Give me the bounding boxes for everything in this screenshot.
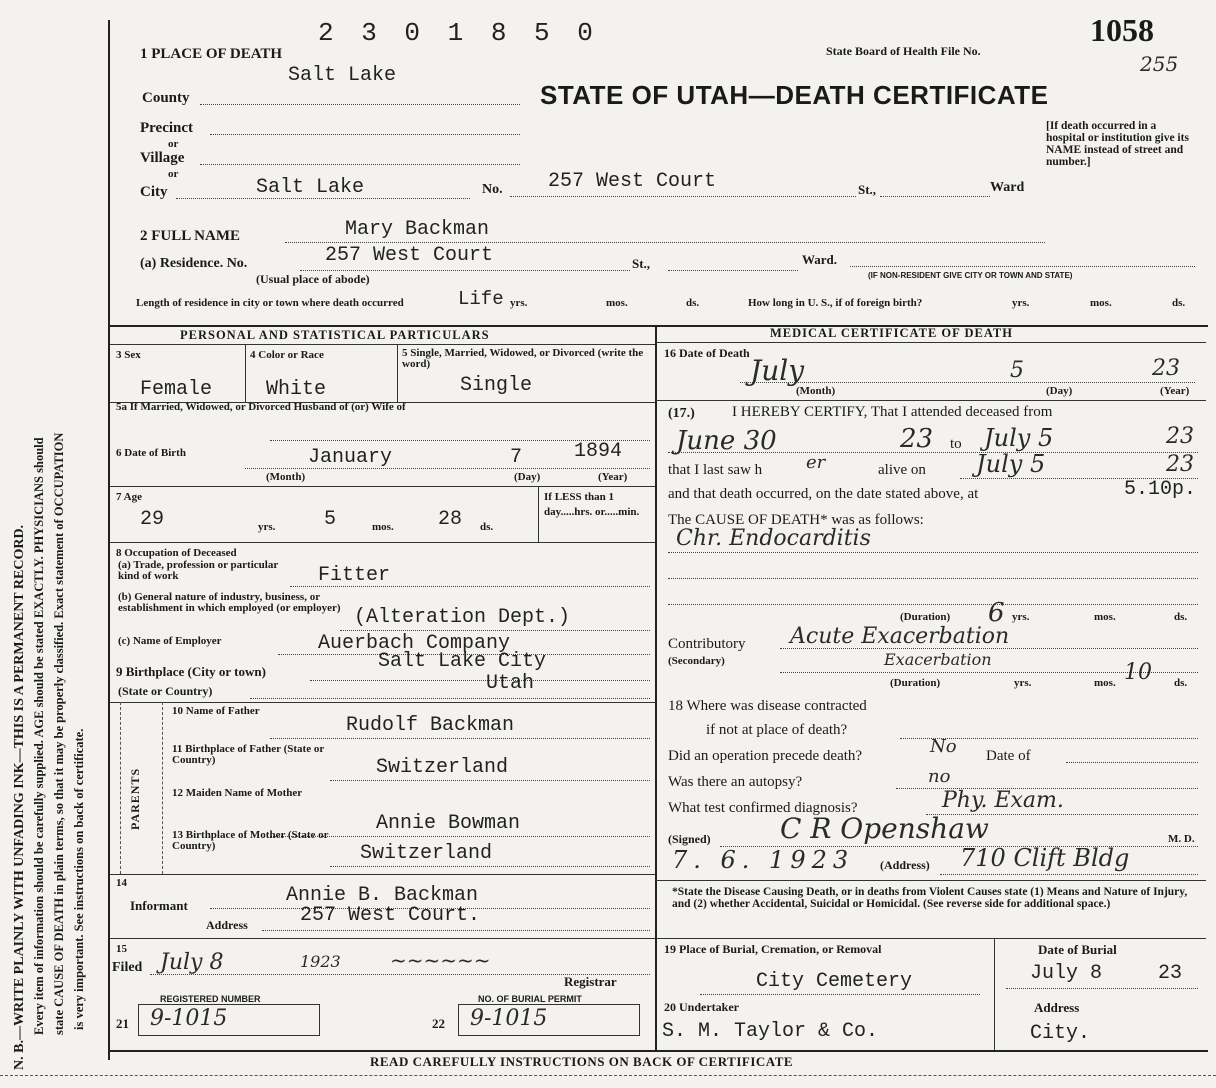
occupation-a-label: (a) Trade, profession or particular kind of work xyxy=(118,559,279,582)
parents-label: PARENTS xyxy=(128,767,142,830)
dob-year: 1894 xyxy=(574,440,623,463)
operation-date-label: Date of xyxy=(986,748,1031,764)
county-label: County xyxy=(142,90,190,106)
us-label: How long in U. S., if of foreign birth? xyxy=(748,297,923,309)
burial-divider xyxy=(994,938,995,1050)
hospital-note: [If death occurred in a hospital or institution give its NAME instead of street and number.] xyxy=(1046,120,1189,168)
contrib-duration-mos: 10 xyxy=(1124,660,1152,685)
cause-value: Chr. Endocarditis xyxy=(676,526,871,551)
contributory-label: Contributory xyxy=(668,636,746,652)
color-value: White xyxy=(266,378,327,401)
undertaker-label: 20 Undertaker xyxy=(664,1000,739,1014)
left-border xyxy=(108,20,110,1060)
last-saw-label: that I last saw h xyxy=(668,462,763,478)
contrib-yrs-label: yrs. xyxy=(1014,677,1032,689)
place-of-death-label: 1 PLACE OF DEATH xyxy=(140,46,283,62)
cause-duration-yrs: 6 xyxy=(988,598,1005,628)
burial-place-label: 19 Place of Burial, Cremation, or Removal xyxy=(664,942,882,956)
personal-section-title: PERSONAL AND STATISTICAL PARTICULARS xyxy=(180,328,490,342)
dob-line xyxy=(245,468,650,469)
length-residence-label: Length of residence in city or town where death occurred xyxy=(136,297,404,309)
residence-ward-value-line xyxy=(850,266,1195,267)
age-ds-label: ds. xyxy=(480,521,494,533)
contrib-mos-label: mos. xyxy=(1094,677,1116,689)
certificate-number: 2 3 0 1 8 5 0 xyxy=(318,18,599,48)
secondary-label: (Secondary) xyxy=(668,655,725,667)
signature-rule xyxy=(656,880,1206,881)
us-yrs: yrs. xyxy=(1012,297,1030,309)
birthplace-rule xyxy=(110,702,655,703)
filed-year: 1923 xyxy=(300,952,341,971)
filed-date: July 8 xyxy=(160,950,224,975)
father-label: 10 Name of Father xyxy=(172,705,260,717)
registered-number: 9-1015 xyxy=(150,1006,228,1031)
city-line xyxy=(176,198,470,199)
side-note-1: N. B.—WRITE PLAINLY WITH UNFADING INK—THIS IS A PERMANENT RECORD. xyxy=(12,524,27,1070)
certify-number: (17.) xyxy=(668,406,695,421)
informant-address: 257 West Court. xyxy=(300,904,481,927)
dob-day-label: (Day) xyxy=(514,471,541,483)
side-note-3: state CAUSE OF DEATH in plain terms, so that it may be properly classified. Exact statement of OCCUPATION xyxy=(52,432,66,1035)
contrib-duration-label: (Duration) xyxy=(890,677,941,689)
signed-address-label: (Address) xyxy=(880,858,930,872)
dob-rule xyxy=(110,486,655,487)
birthplace-state-line xyxy=(250,698,650,699)
autopsy-value: no xyxy=(928,766,951,787)
street-line xyxy=(510,196,856,197)
filed-number: 15 xyxy=(116,943,127,955)
birthplace-state-label: (State or Country) xyxy=(118,684,213,698)
length-residence-value: Life xyxy=(458,288,504,310)
full-name-value: Mary Backman xyxy=(345,218,490,241)
physician-signature: C R Openshaw xyxy=(780,812,989,845)
top-section-divider xyxy=(108,325,1208,327)
mother-birthplace: Switzerland xyxy=(360,842,493,865)
operation-label: Did an operation precede death? xyxy=(668,748,863,764)
length-mos: mos. xyxy=(606,297,628,309)
cause-mos-label: mos. xyxy=(1094,611,1116,623)
death-date-line xyxy=(740,382,1195,383)
father-line xyxy=(270,738,650,739)
undertaker-address-label: Address xyxy=(1034,1000,1080,1015)
residence-line xyxy=(300,270,630,271)
length-yrs: yrs. xyxy=(510,297,528,309)
ward-label: Ward xyxy=(990,180,1025,195)
birthplace-city: Salt Lake City xyxy=(378,650,547,673)
undertaker-address: City. xyxy=(1030,1022,1091,1045)
undertaker: S. M. Taylor & Co. xyxy=(662,1020,879,1043)
burial-date-label: Date of Burial xyxy=(1038,942,1117,957)
personal-title-rule xyxy=(110,344,655,345)
spouse-label: 5a If Married, Widowed, or Divorced Husband of (or) Wife of xyxy=(116,401,406,413)
mother-birthplace-line xyxy=(330,866,650,867)
cause-footnote: *State the Disease Causing Death, or in deaths from Violent Causes state (1) Means and Nature of Injury, and (2) whether Accidental, Suicidal or Homicidal. (See reverse side for additional space.) xyxy=(672,886,1188,910)
cause-yrs-label: yrs. xyxy=(1012,611,1030,623)
cause-duration-label: (Duration) xyxy=(900,611,951,623)
birthplace-label: 9 Birthplace (City or town) xyxy=(116,664,266,679)
residence-label: (a) Residence. No. xyxy=(140,256,248,271)
md-label: M. D. xyxy=(1168,833,1195,845)
alive-year: 23 xyxy=(1166,452,1194,477)
burial-permit-index: 22 xyxy=(432,1016,445,1031)
footnote-rule xyxy=(656,938,1206,939)
occurred-label: and that death occurred, on the date stated above, at xyxy=(668,486,979,502)
alive-on-label: alive on xyxy=(878,462,926,478)
age-days: 28 xyxy=(438,508,463,531)
contrib-ds-label: ds. xyxy=(1174,677,1188,689)
cause-ds-label: ds. xyxy=(1174,611,1188,623)
footer-rule xyxy=(0,1075,1216,1076)
contributory-line xyxy=(780,648,1198,649)
occupation-c-value: Auerbach Company xyxy=(318,632,511,655)
informant-rule xyxy=(110,938,655,939)
age-years: 29 xyxy=(140,508,165,531)
contributory-value-2: Exacerbation xyxy=(884,650,992,669)
contributory-value: Acute Exacerbation xyxy=(790,624,1010,649)
dob-month-label: (Month) xyxy=(266,471,306,483)
footer-instructions: READ CAREFULLY INSTRUCTIONS ON BACK OF CERTIFICATE xyxy=(370,1054,794,1069)
occupation-a-value: Fitter xyxy=(318,564,391,587)
death-day: 5 xyxy=(1010,358,1024,383)
death-year: 23 xyxy=(1152,356,1180,381)
test-label: What test confirmed diagnosis? xyxy=(668,800,858,816)
marital-label: 5 Single, Married, Widowed, or Divorced (write the word) xyxy=(402,347,644,370)
occupation-a-line xyxy=(290,586,650,587)
village-line xyxy=(200,164,520,165)
burial-place-line xyxy=(700,994,980,995)
side-note-2: Every item of information should be carefully supplied. AGE should be stated EXACTLY. PHYSICIANS should xyxy=(32,437,46,1035)
burial-date-line xyxy=(1006,988,1198,989)
father-birthplace-line xyxy=(330,780,650,781)
residence-ward-label: Ward. xyxy=(802,252,838,267)
or-2: or xyxy=(168,168,179,180)
nonresident-label: (IF NON-RESIDENT GIVE CITY OR TOWN AND STATE) xyxy=(868,271,1073,280)
birthplace-line xyxy=(310,680,650,681)
sex-value: Female xyxy=(140,378,213,401)
last-saw-pronoun: er xyxy=(806,452,826,473)
father-birthplace-label: 11 Birthplace of Father (State or Country) xyxy=(172,743,325,766)
certificate-title: STATE OF UTAH—DEATH CERTIFICATE xyxy=(540,80,1049,110)
autopsy-label: Was there an autopsy? xyxy=(668,774,803,790)
certify-text: I HEREBY CERTIFY, That I attended deceased from xyxy=(732,404,1053,420)
informant-label: Informant xyxy=(130,898,188,913)
death-year-label: (Year) xyxy=(1160,385,1190,397)
q18b-label: if not at place of death? xyxy=(706,722,848,738)
informant-address-line xyxy=(262,930,650,931)
city-value: Salt Lake xyxy=(256,176,365,199)
street-number-label: No. xyxy=(482,182,503,197)
burial-permit: 9-1015 xyxy=(470,1006,548,1031)
precinct-line xyxy=(210,134,520,135)
full-name-label: 2 FULL NAME xyxy=(140,228,241,244)
us-ds: ds. xyxy=(1172,297,1186,309)
burial-date: July 8 xyxy=(1030,962,1103,985)
registrar-signature: ~~~~~~ xyxy=(390,948,491,972)
attended-from: June 30 xyxy=(676,426,777,456)
occupation-c-label: (c) Name of Employer xyxy=(118,635,222,647)
dob-year-label: (Year) xyxy=(598,471,628,483)
registered-number-label: REGISTERED NUMBER xyxy=(160,994,261,1004)
informant-value: Annie B. Backman xyxy=(286,884,479,907)
informant-number: 14 xyxy=(116,877,127,889)
informant-address-label: Address xyxy=(206,918,248,932)
occupation-label: 8 Occupation of Deceased xyxy=(116,547,237,559)
street-st-label: St., xyxy=(858,182,877,197)
ward-line xyxy=(880,196,990,197)
registered-number-index: 21 xyxy=(116,1016,129,1031)
village-label: Village xyxy=(140,150,185,166)
less-than-label: If LESS than 1 day.....hrs. or.....min. xyxy=(544,491,640,518)
death-date-rule xyxy=(656,400,1206,401)
city-label: City xyxy=(140,184,168,200)
residence-value: 257 West Court xyxy=(325,244,494,267)
usual-abode-label: (Usual place of abode) xyxy=(256,272,370,286)
age-rule xyxy=(110,542,655,543)
signed-date: 7. 6. 1923 xyxy=(672,846,855,874)
file-sub-number: 255 xyxy=(1140,52,1179,76)
medical-section-title: MEDICAL CERTIFICATE OF DEATH xyxy=(770,326,1013,340)
cause-line-1 xyxy=(668,552,1198,553)
county-value: Salt Lake xyxy=(288,64,397,87)
burial-permit-label: NO. OF BURIAL PERMIT xyxy=(478,994,582,1004)
occupation-b-value: (Alteration Dept.) xyxy=(354,606,571,629)
medical-title-rule xyxy=(656,342,1206,343)
operation-line xyxy=(1066,762,1198,763)
length-ds: ds. xyxy=(686,297,700,309)
q18-label: 18 Where was disease contracted xyxy=(668,698,867,714)
father-value: Rudolf Backman xyxy=(346,714,515,737)
residence-st-label: St., xyxy=(632,256,651,271)
mother-label: 12 Maiden Name of Mother xyxy=(172,787,303,799)
sex-divider xyxy=(245,344,246,402)
sex-label: 3 Sex xyxy=(116,349,141,361)
age-months: 5 xyxy=(324,508,337,531)
cause-line-2 xyxy=(668,578,1198,579)
death-day-label: (Day) xyxy=(1046,385,1073,397)
bottom-border xyxy=(108,1050,1208,1052)
cause-line-3 xyxy=(668,604,1198,605)
death-month-label: (Month) xyxy=(796,385,836,397)
mother-birthplace-label: 13 Birthplace of Mother (State or Country) xyxy=(172,829,329,852)
color-label: 4 Color or Race xyxy=(250,349,324,361)
signed-address: 710 Clift Bldg xyxy=(960,844,1130,872)
residence-ward-line xyxy=(668,270,798,271)
side-note-4: is very important. See instructions on back of certificate. xyxy=(72,728,86,1030)
parents-divider-inner xyxy=(162,702,163,874)
middle-divider xyxy=(655,325,657,1050)
cause-label: The CAUSE OF DEATH* was as follows: xyxy=(668,512,924,528)
dob-month: January xyxy=(308,446,393,469)
attended-to-year: 23 xyxy=(1166,424,1194,449)
street-address: 257 West Court xyxy=(548,170,717,193)
precinct-label: Precinct xyxy=(140,120,194,136)
color-divider xyxy=(397,344,398,402)
file-number-label: State Board of Health File No. xyxy=(826,44,981,58)
test-value: Phy. Exam. xyxy=(942,788,1064,813)
age-mos-label: mos. xyxy=(372,521,394,533)
occupation-b-label: (b) General nature of industry, business, or establishment in which employed (or employer) xyxy=(118,591,341,614)
us-mos: mos. xyxy=(1090,297,1112,309)
death-date-label: 16 Date of Death xyxy=(664,346,750,360)
death-month: July xyxy=(750,354,805,387)
operation-value: No xyxy=(930,736,957,757)
age-yrs-label: yrs. xyxy=(258,521,276,533)
file-number: 1058 xyxy=(1090,12,1154,48)
filed-label: Filed xyxy=(112,960,143,975)
age-label: 7 Age xyxy=(116,491,142,503)
dob-day: 7 xyxy=(510,446,523,469)
signed-label: (Signed) xyxy=(668,832,711,846)
occupation-b-line xyxy=(340,630,650,631)
father-birthplace: Switzerland xyxy=(376,756,509,779)
attended-from-year: 23 xyxy=(900,424,934,454)
attended-to: July 5 xyxy=(984,424,1054,452)
registrar-label: Registrar xyxy=(564,974,617,989)
birthplace-state: Utah xyxy=(486,672,535,695)
dob-label: 6 Date of Birth xyxy=(116,447,186,459)
full-name-line xyxy=(285,242,1045,243)
age-divider xyxy=(538,486,539,542)
parents-rule xyxy=(110,874,655,875)
alive-date: July 5 xyxy=(976,450,1046,478)
attended-line xyxy=(668,452,1198,453)
county-line xyxy=(200,104,520,105)
marital-value: Single xyxy=(460,374,533,397)
mother-value: Annie Bowman xyxy=(376,812,521,835)
attended-to-label: to xyxy=(950,436,962,452)
burial-year: 23 xyxy=(1158,962,1183,985)
burial-place: City Cemetery xyxy=(756,970,913,993)
parents-divider-outer xyxy=(120,702,121,874)
or-1: or xyxy=(168,138,179,150)
death-time: 5.10p. xyxy=(1124,478,1197,501)
signed-address-line xyxy=(940,874,1198,875)
